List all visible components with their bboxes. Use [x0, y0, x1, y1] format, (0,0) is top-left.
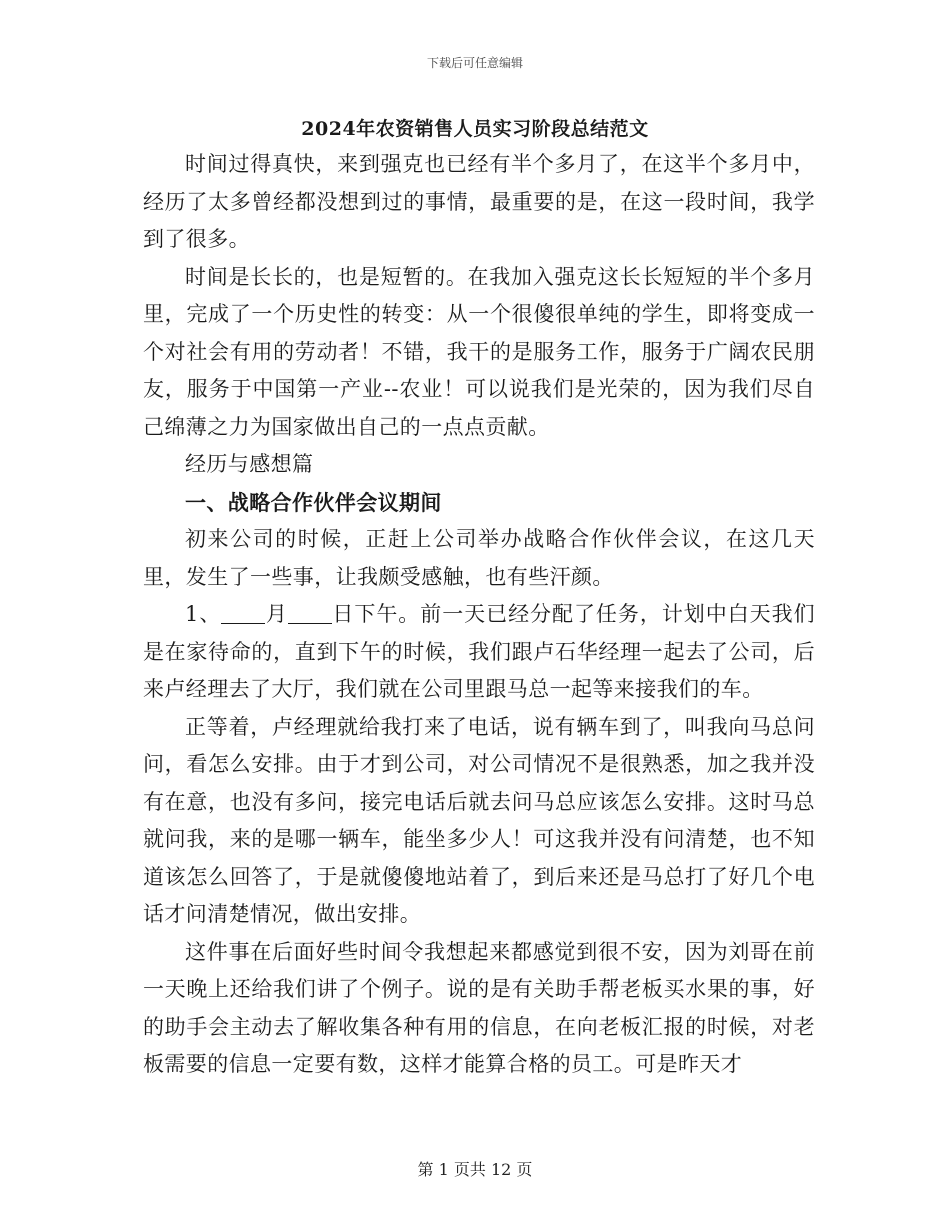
paragraph-phone-call: 正等着，卢经理就给我打来了电话，说有辆车到了，叫我向马总问问，看怎么安排。由于才到公司，对公司情况不是很熟悉，加之我并没有在意，也没有多问，接完电话后就去问马总应该怎么安排。这时马总就问我，来的是哪一辆车，能坐多少人！可这我并没有问清楚，也不知道该怎么回答了，于是就傻傻地站着了，到后来还是马总打了好几个电话才问清楚情况，做出安排。 [143, 714, 815, 926]
blank-day [288, 602, 332, 624]
item-number: 1、 [185, 602, 222, 626]
paragraph-arrival: 初来公司的时候，正赶上公司举办战略合作伙伴会议，在这几天里，发生了一些事，让我颇受感触，也有些汗颜。 [143, 527, 815, 589]
paragraph-intro: 时间过得真快，来到强克也已经有半个多月了，在这半个多月中，经历了太多曾经都没想到过的事情，最重要的是，在这一段时间，我学到了很多。 [143, 152, 815, 251]
paragraph-date-item [143, 596, 815, 709]
document-title: 2024年农资销售人员实习阶段总结范文 [301, 118, 649, 140]
section-heading: 一、战略合作伙伴会议期间 [185, 489, 442, 515]
paragraph-time: 时间是长长的，也是短暂的。在我加入强克这长长短短的半个多月里，完成了一个历史性的转变：从一个很傻很单纯的学生，即将变成一个对社会有用的劳动者！不错，我干的是服务工作，服务于广阔农民朋友，服务于中国第一产业--农业！可以说我们是光荣的，因为我们尽自己绵薄之力为国家做出自己的一点点贡献。 [143, 264, 815, 439]
blank-month [221, 602, 265, 624]
item-text: 日下午。前一天已经分配了任务，计划中白天我们是在家待命的，直到下午的时候，我们跟卢石华经理一起去了公司，后来卢经理去了大厅，我们就在公司里跟马总一起等来接我们的车。 [143, 602, 815, 701]
paragraph-reflection: 这件事在后面好些时间令我想起来都感觉到很不安，因为刘哥在前一天晚上还给我们讲了个例子。说的是有关助手帮老板买水果的事，好的助手会主动去了解收集各种有用的信息，在向老板汇报的时候，对老板需要的信息一定要有数，这样才能算合格的员工。可是昨天才 [143, 939, 815, 1076]
page-footer: 第 1 页共 12 页 [417, 1160, 533, 1179]
header-note: 下载后可任意编辑 [426, 56, 523, 70]
month-label: 月 [265, 602, 288, 626]
section-label: 经历与感想篇 [185, 452, 314, 476]
document-body [143, 146, 815, 1084]
